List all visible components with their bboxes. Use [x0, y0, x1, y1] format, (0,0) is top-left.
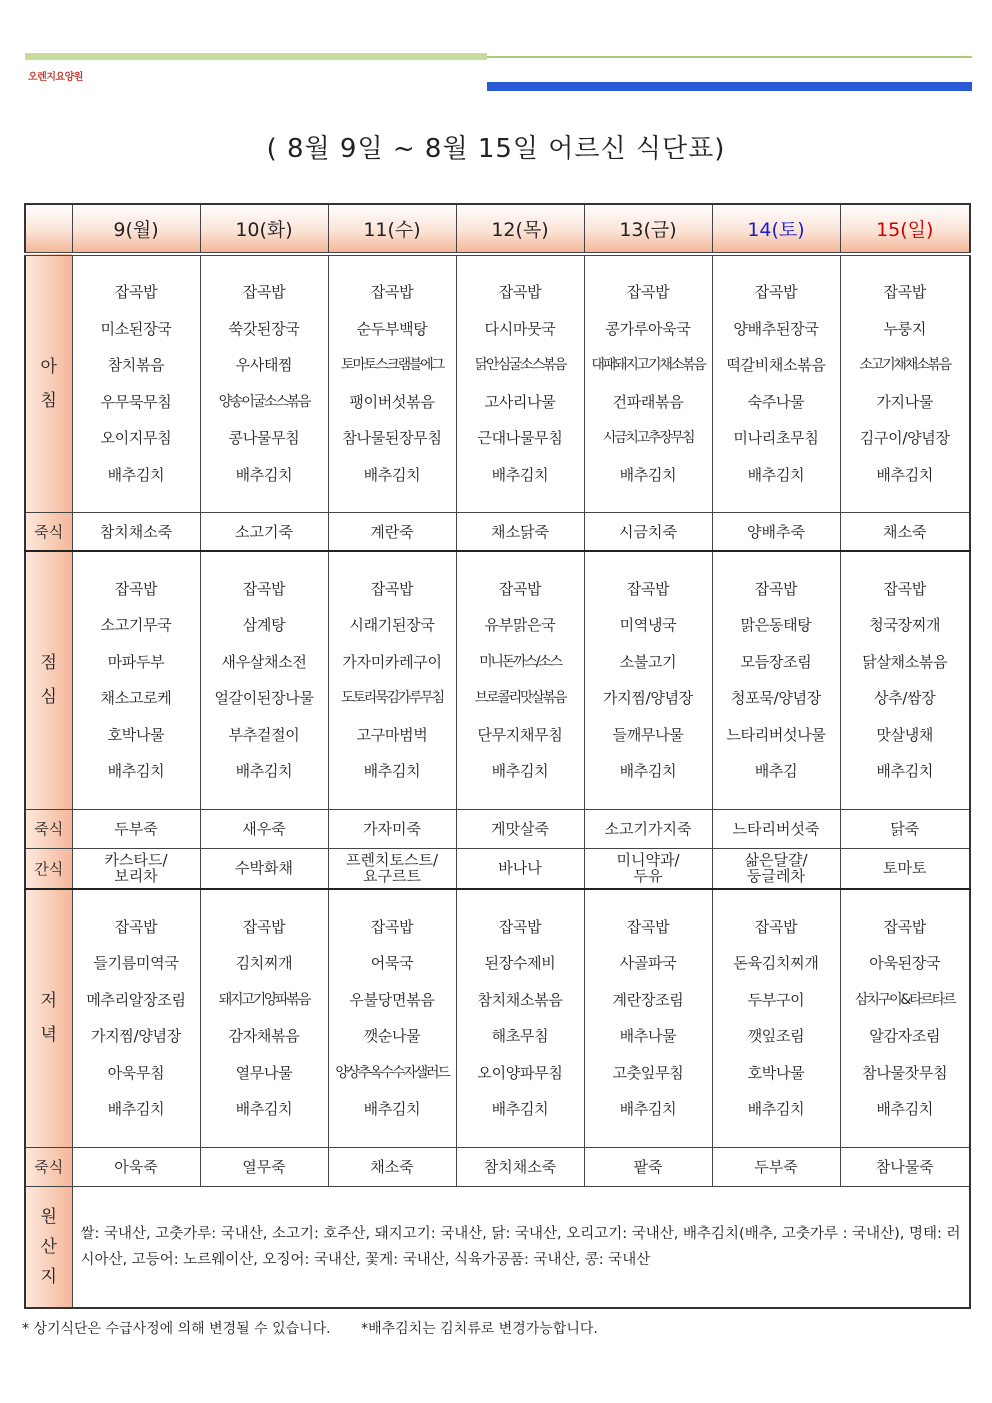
porridge-cell: 닭죽	[840, 809, 970, 848]
menu-cell	[584, 889, 712, 1147]
snack-line: 삶은달걀/	[744, 851, 808, 870]
menu-item: 새우살채소전	[221, 652, 307, 671]
menu-item: 양상추옥수수자샐러드	[335, 1064, 449, 1081]
menu-item: 참나물된장무침	[342, 429, 442, 448]
snack-cell	[200, 848, 328, 889]
menu-item: 미나리초무침	[733, 429, 819, 448]
menu-cell	[584, 551, 712, 809]
porridge-cell: 양배추죽	[712, 512, 840, 551]
menu-item: 잡곡밥	[242, 283, 286, 302]
snack-cell	[712, 848, 840, 889]
menu-item: 팽이버섯볶음	[349, 392, 435, 411]
origin-text: 쌀: 국내산, 고춧가루: 국내산, 소고기: 호주산, 돼지고기: 국내산, 닭: 국내산, 오리고기: 국내산, 배추김치(배추, 고춧가루 : 국내산), 명태: 러시아산, 고등어: 노르웨이산, 오징어: 국내산, 꽃게: 국내산, 식육가공품: 국내산, 콩: 국내산	[72, 1186, 970, 1308]
snack-cell	[584, 848, 712, 889]
meal-list	[841, 274, 970, 493]
menu-item: 배추김치	[619, 1100, 677, 1119]
lunch-row	[25, 551, 970, 809]
menu-item: 두부구이	[747, 990, 805, 1009]
meal-list	[201, 571, 328, 790]
menu-cell	[456, 254, 584, 512]
menu-item: 오이양파무침	[477, 1063, 563, 1082]
menu-item: 잡곡밥	[498, 579, 542, 598]
porridge-cell: 두부죽	[712, 1147, 840, 1186]
snack-cell	[456, 848, 584, 889]
menu-cell	[840, 551, 970, 809]
menu-item: 배추김치	[491, 465, 549, 484]
snack-line: 토마토	[883, 859, 927, 878]
porridge-cell: 채소죽	[840, 512, 970, 551]
header-green-line	[487, 56, 972, 58]
meal-list	[713, 909, 840, 1128]
menu-item: 들기름미역국	[93, 954, 179, 973]
menu-item: 열무나물	[235, 1063, 293, 1082]
porridge-cell: 열무죽	[200, 1147, 328, 1186]
menu-item: 느타리버섯나물	[726, 725, 826, 744]
menu-item: 소고기채채소볶음	[859, 357, 951, 374]
menu-item: 우무묵무침	[100, 392, 172, 411]
meal-list	[201, 274, 328, 493]
menu-cell	[712, 254, 840, 512]
day-header: 12(목)	[456, 204, 584, 254]
meal-list	[457, 274, 584, 493]
logo: 오렌지요양원	[28, 72, 83, 83]
day-header-row	[25, 204, 970, 254]
menu-item: 얼갈이된장나물	[214, 689, 314, 708]
menu-item: 배추김치	[235, 1100, 293, 1119]
menu-item: 참나물잣무침	[862, 1063, 948, 1082]
snack-line: 보리차	[114, 867, 158, 886]
meal-list	[73, 571, 200, 790]
snack-cell	[328, 848, 456, 889]
porridge-label: 죽식	[25, 512, 72, 551]
menu-cell	[328, 254, 456, 512]
menu-item: 마파두부	[107, 652, 165, 671]
menu-item: 깻잎조림	[747, 1027, 805, 1046]
menu-item: 아욱된장국	[869, 954, 941, 973]
menu-table	[24, 203, 971, 1309]
menu-item: 양배추된장국	[733, 319, 819, 338]
meal-list	[329, 274, 456, 493]
meal-list	[713, 571, 840, 790]
menu-item: 가지찜/양념장	[91, 1027, 181, 1046]
porridge-cell: 소고기가지죽	[584, 809, 712, 848]
day-header-saturday: 14(토)	[712, 204, 840, 254]
menu-item: 토마토스크램블에그	[341, 357, 443, 374]
menu-item: 잡곡밥	[370, 917, 414, 936]
day-header: 11(수)	[328, 204, 456, 254]
footer-note: *배추김치는 김치류로 변경가능합니다.	[361, 1321, 598, 1337]
menu-item: 미역냉국	[619, 616, 677, 635]
menu-item: 시금치고추장무침	[602, 430, 694, 447]
menu-item: 콩가루아욱국	[605, 319, 691, 338]
lunch-label: 점 심	[25, 551, 72, 809]
menu-item: 고춧잎무침	[612, 1063, 684, 1082]
menu-item: 미니돈까스/소스	[479, 653, 561, 670]
menu-item: 된장수제비	[484, 954, 556, 973]
menu-item: 어묵국	[370, 954, 414, 973]
porridge-cell: 참치채소죽	[72, 512, 200, 551]
meal-list	[841, 909, 970, 1128]
snack-line: 요구르트	[363, 867, 421, 886]
menu-item: 잡곡밥	[114, 283, 158, 302]
menu-item: 상추/쌈장	[873, 689, 936, 708]
menu-item: 누룽지	[883, 319, 927, 338]
menu-item: 숙주나물	[747, 392, 805, 411]
lunch-porridge-row	[25, 809, 970, 848]
menu-item: 오이지무침	[100, 429, 172, 448]
menu-item: 순두부백탕	[356, 319, 428, 338]
menu-item: 가지찜/양념장	[603, 689, 693, 708]
snack-line: 둥글레차	[747, 867, 805, 886]
menu-cell	[328, 889, 456, 1147]
menu-item: 잡곡밥	[498, 917, 542, 936]
menu-item: 삼계탕	[242, 616, 286, 635]
porridge-cell: 가자미죽	[328, 809, 456, 848]
menu-item: 배추김치	[107, 762, 165, 781]
snack-line: 프렌치토스트/	[346, 851, 438, 870]
dinner-label: 저 녁	[25, 889, 72, 1147]
menu-item: 배추김치	[235, 465, 293, 484]
menu-item: 청국장찌개	[869, 616, 941, 635]
menu-item: 배추김치	[107, 1100, 165, 1119]
menu-cell	[584, 254, 712, 512]
porridge-cell: 팥죽	[584, 1147, 712, 1186]
menu-item: 배추김치	[235, 762, 293, 781]
menu-item: 소고기무국	[100, 616, 172, 635]
menu-item: 잡곡밥	[883, 917, 927, 936]
menu-cell	[328, 551, 456, 809]
meal-list	[201, 909, 328, 1128]
menu-item: 브로콜리맛살볶음	[474, 690, 566, 707]
footer-notes	[22, 1318, 624, 1338]
menu-item: 소불고기	[619, 652, 677, 671]
day-header-sunday: 15(일)	[840, 204, 970, 254]
menu-item: 배추김치	[619, 465, 677, 484]
porridge-cell: 참나물죽	[840, 1147, 970, 1186]
origin-label: 원 산 지	[25, 1186, 72, 1308]
meal-list	[585, 909, 712, 1128]
menu-item: 배추김치	[107, 465, 165, 484]
meal-list	[73, 274, 200, 493]
menu-item: 알감자조림	[869, 1027, 941, 1046]
menu-item: 잡곡밥	[754, 283, 798, 302]
menu-item: 감자채볶음	[228, 1027, 300, 1046]
menu-item: 배추나물	[619, 1027, 677, 1046]
menu-item: 호박나물	[107, 725, 165, 744]
menu-item: 도토리묵김가루무침	[341, 690, 443, 707]
menu-item: 메추리알장조림	[86, 990, 186, 1009]
menu-item: 김치찌개	[235, 954, 293, 973]
meal-list	[585, 274, 712, 493]
menu-item: 아욱무침	[107, 1063, 165, 1082]
snack-row	[25, 848, 970, 889]
menu-item: 계란장조림	[612, 990, 684, 1009]
day-header: 10(화)	[200, 204, 328, 254]
menu-item: 잡곡밥	[370, 579, 414, 598]
menu-item: 배추김치	[619, 762, 677, 781]
menu-cell	[72, 254, 200, 512]
menu-item: 돼지고기양파볶음	[218, 991, 310, 1008]
menu-item: 미소된장국	[100, 319, 172, 338]
menu-item: 다시마뭇국	[484, 319, 556, 338]
menu-item: 잡곡밥	[498, 283, 542, 302]
menu-cell	[200, 254, 328, 512]
menu-item: 돈육김치찌개	[733, 954, 819, 973]
porridge-cell: 두부죽	[72, 809, 200, 848]
menu-item: 가자미카레구이	[342, 652, 442, 671]
menu-item: 콩나물무침	[228, 429, 300, 448]
porridge-label: 죽식	[25, 1147, 72, 1186]
menu-item: 근대나물무침	[477, 429, 563, 448]
porridge-cell: 느타리버섯죽	[712, 809, 840, 848]
menu-cell	[712, 551, 840, 809]
menu-item: 우사태찜	[235, 356, 293, 375]
snack-label: 간식	[25, 848, 72, 889]
menu-item: 배추김치	[363, 762, 421, 781]
porridge-cell: 계란죽	[328, 512, 456, 551]
porridge-label: 죽식	[25, 809, 72, 848]
snack-line: 수박화채	[235, 859, 293, 878]
meal-list	[329, 571, 456, 790]
menu-item: 시래기된장국	[349, 616, 435, 635]
footer-note: * 상기식단은 수급사정에 의해 변경될 수 있습니다.	[22, 1321, 331, 1337]
menu-item: 잡곡밥	[754, 579, 798, 598]
menu-item: 삼치구이&타르타르	[855, 991, 955, 1008]
porridge-cell: 소고기죽	[200, 512, 328, 551]
menu-item: 배추김치	[747, 1100, 805, 1119]
menu-cell	[200, 889, 328, 1147]
breakfast-label: 아 침	[25, 254, 72, 512]
menu-item: 잡곡밥	[114, 917, 158, 936]
menu-item: 배추김치	[747, 465, 805, 484]
menu-item: 부추겉절이	[228, 725, 300, 744]
menu-item: 대패돼지고기채소볶음	[591, 357, 705, 374]
menu-cell	[456, 889, 584, 1147]
menu-item: 들깨무나물	[612, 725, 684, 744]
menu-item: 배추김치	[363, 465, 421, 484]
menu-item: 닭안심굴소스볶음	[474, 357, 566, 374]
meal-list	[457, 571, 584, 790]
menu-cell	[840, 254, 970, 512]
menu-item: 모듬장조림	[740, 652, 812, 671]
menu-item: 잡곡밥	[626, 579, 670, 598]
menu-item: 떡갈비채소볶음	[726, 356, 826, 375]
menu-item: 참치채소볶음	[477, 990, 563, 1009]
porridge-cell: 채소닭죽	[456, 512, 584, 551]
menu-item: 배추김치	[876, 465, 934, 484]
menu-item: 잡곡밥	[883, 283, 927, 302]
menu-item: 잡곡밥	[242, 579, 286, 598]
menu-item: 채소고로케	[100, 689, 172, 708]
menu-item: 잡곡밥	[754, 917, 798, 936]
menu-item: 호박나물	[747, 1063, 805, 1082]
menu-item: 배추김	[754, 762, 798, 781]
meal-list	[329, 909, 456, 1128]
menu-item: 깻순나물	[363, 1027, 421, 1046]
menu-item: 사골파국	[619, 954, 677, 973]
menu-item: 맑은동태탕	[740, 616, 812, 635]
snack-line: 두유	[633, 867, 663, 886]
menu-cell	[712, 889, 840, 1147]
menu-item: 잡곡밥	[626, 283, 670, 302]
origin-row	[25, 1186, 970, 1308]
menu-item: 배추김치	[491, 1100, 549, 1119]
snack-line: 카스타드/	[104, 851, 168, 870]
porridge-cell: 게맛살죽	[456, 809, 584, 848]
header-blue-bar	[487, 82, 972, 91]
menu-item: 고사리나물	[484, 392, 556, 411]
day-header: 13(금)	[584, 204, 712, 254]
meal-list	[585, 571, 712, 790]
snack-cell	[72, 848, 200, 889]
porridge-cell: 시금치죽	[584, 512, 712, 551]
breakfast-row	[25, 254, 970, 512]
dinner-row	[25, 889, 970, 1147]
snack-cell	[840, 848, 970, 889]
menu-item: 쑥갓된장국	[228, 319, 300, 338]
menu-item: 배추김치	[876, 762, 934, 781]
menu-cell	[72, 551, 200, 809]
menu-item: 참치볶음	[107, 356, 165, 375]
menu-item: 맛살냉채	[876, 725, 934, 744]
menu-item: 잡곡밥	[883, 579, 927, 598]
page-title: ( 8월 9일 ~ 8월 15일 어르신 식단표)	[266, 134, 726, 164]
menu-item: 단무지채무침	[477, 725, 563, 744]
meal-list	[73, 909, 200, 1128]
meal-list	[713, 274, 840, 493]
menu-item: 잡곡밥	[242, 917, 286, 936]
menu-cell	[840, 889, 970, 1147]
porridge-cell: 채소죽	[328, 1147, 456, 1186]
porridge-cell: 아욱죽	[72, 1147, 200, 1186]
snack-line: 바나나	[498, 859, 542, 878]
snack-line: 미니약과/	[616, 851, 680, 870]
corner-cell	[25, 204, 72, 254]
menu-item: 고구마범벅	[356, 725, 428, 744]
menu-item: 청포묵/양념장	[731, 689, 821, 708]
meal-list	[457, 909, 584, 1128]
menu-item: 해초무침	[491, 1027, 549, 1046]
menu-item: 가지나물	[876, 392, 934, 411]
menu-item: 잡곡밥	[370, 283, 414, 302]
menu-item: 우불당면볶음	[349, 990, 435, 1009]
breakfast-porridge-row	[25, 512, 970, 551]
menu-item: 잡곡밥	[626, 917, 670, 936]
menu-item: 배추김치	[363, 1100, 421, 1119]
menu-item: 건파래볶음	[612, 392, 684, 411]
porridge-cell: 새우죽	[200, 809, 328, 848]
menu-item: 배추김치	[491, 762, 549, 781]
day-header: 9(월)	[72, 204, 200, 254]
menu-item: 김구이/양념장	[859, 429, 950, 448]
meal-list	[841, 571, 970, 790]
header-green-bar	[25, 53, 487, 60]
menu-cell	[72, 889, 200, 1147]
dinner-porridge-row	[25, 1147, 970, 1186]
porridge-cell: 참치채소죽	[456, 1147, 584, 1186]
menu-item: 유부맑은국	[484, 616, 556, 635]
menu-cell	[456, 551, 584, 809]
menu-item: 닭살채소볶음	[862, 652, 948, 671]
menu-item: 배추김치	[876, 1100, 934, 1119]
menu-cell	[200, 551, 328, 809]
menu-item: 잡곡밥	[114, 579, 158, 598]
menu-item: 양송이굴소스볶음	[218, 393, 310, 410]
